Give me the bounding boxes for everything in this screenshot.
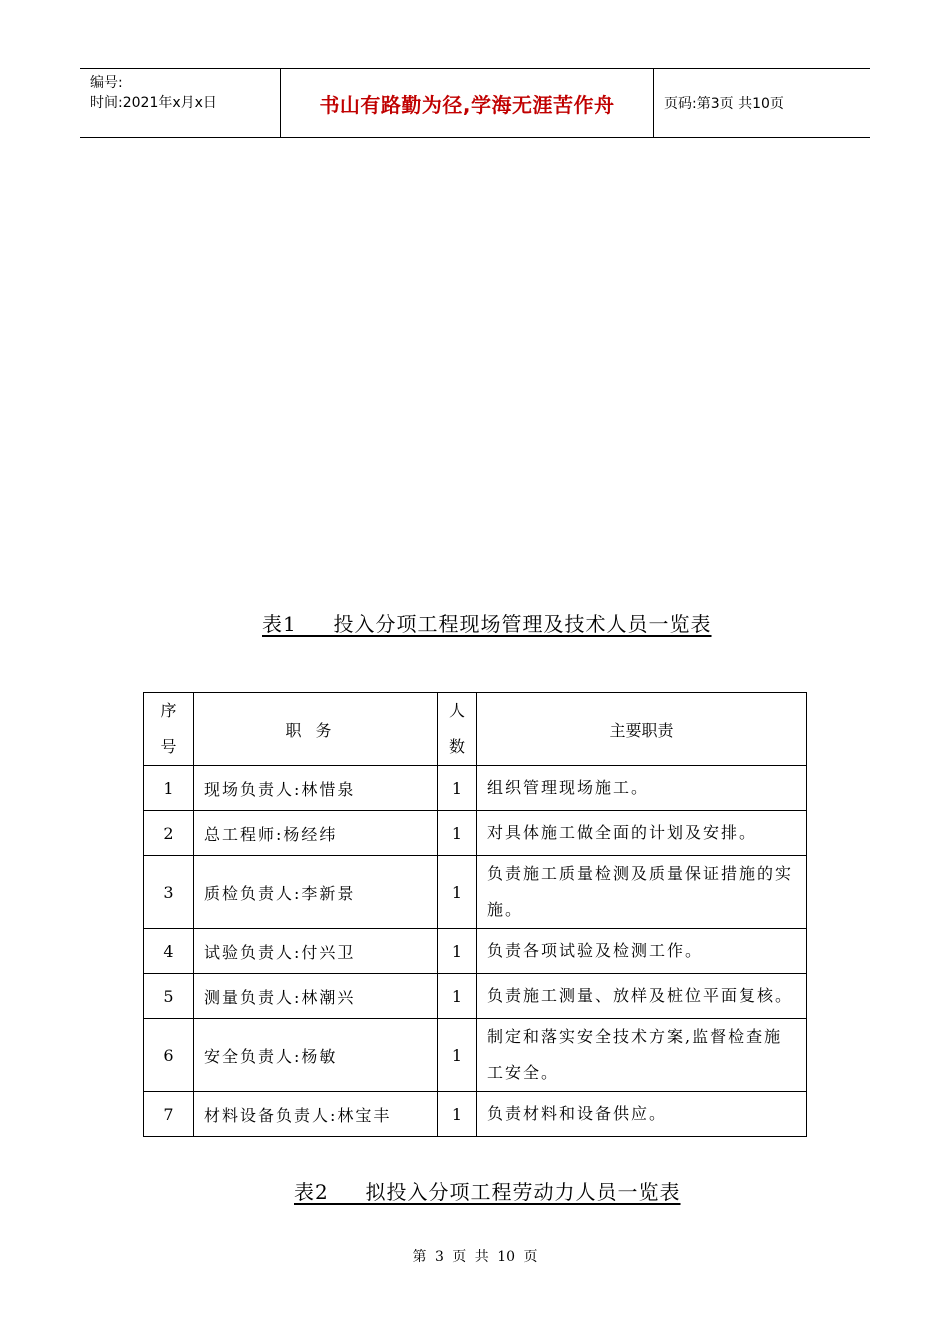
page-header [80, 68, 870, 138]
row-no: 6 [144, 1019, 194, 1092]
table-row [144, 929, 807, 974]
row-role: 质检负责人:李新景 [194, 856, 438, 929]
header-motto: 书山有路勤为径,学海无涯苦作舟 [319, 92, 615, 117]
row-no: 3 [144, 856, 194, 929]
row-role: 总工程师:杨经纬 [194, 811, 438, 856]
table-row [144, 1092, 807, 1137]
table-row [144, 766, 807, 811]
row-count: 1 [438, 1092, 477, 1137]
table1-title: 表1 投入分项工程现场管理及技术人员一览表 [262, 612, 712, 636]
staff-table [143, 692, 807, 1137]
header-count-line2: 数 [448, 737, 465, 756]
header-role: 职务 [194, 693, 438, 766]
time-label: 时间:2021年x月x日 [90, 95, 217, 111]
page-footer: 第 3 页 共 10 页 [412, 1249, 538, 1265]
row-no: 4 [144, 929, 194, 974]
row-count: 1 [438, 811, 477, 856]
row-count: 1 [438, 856, 477, 929]
table-header-row [144, 693, 807, 766]
table-row [144, 856, 807, 929]
row-role: 测量负责人:林潮兴 [194, 974, 438, 1019]
row-role: 材料设备负责人:林宝丰 [194, 1092, 438, 1137]
header-count-line1: 人 [448, 701, 465, 720]
table2-title: 表2 拟投入分项工程劳动力人员一览表 [294, 1180, 681, 1204]
header-duty: 主要职责 [477, 693, 807, 766]
row-count: 1 [438, 929, 477, 974]
row-role: 安全负责人:杨敏 [194, 1019, 438, 1092]
header-page-info: 页码:第3页 共10页 [664, 96, 784, 112]
row-no: 5 [144, 974, 194, 1019]
row-duty: 负责各项试验及检测工作。 [477, 929, 807, 974]
row-no: 7 [144, 1092, 194, 1137]
row-no: 1 [144, 766, 194, 811]
table-row [144, 974, 807, 1019]
row-no: 2 [144, 811, 194, 856]
row-role: 现场负责人:林惜泉 [194, 766, 438, 811]
row-duty: 负责施工测量、放样及桩位平面复核。 [477, 974, 807, 1019]
header-no-line1: 序 [160, 701, 177, 720]
table-row [144, 1019, 807, 1092]
header-no [144, 693, 194, 766]
row-duty: 负责材料和设备供应。 [477, 1092, 807, 1137]
header-motto-cell [281, 69, 654, 137]
number-label: 编号: [90, 75, 123, 91]
header-meta [80, 69, 281, 137]
row-count: 1 [438, 974, 477, 1019]
header-no-line2: 号 [160, 737, 177, 756]
row-duty: 对具体施工做全面的计划及安排。 [477, 811, 807, 856]
table-row [144, 811, 807, 856]
row-role: 试验负责人:付兴卫 [194, 929, 438, 974]
row-count: 1 [438, 766, 477, 811]
header-count [438, 693, 477, 766]
row-duty: 组织管理现场施工。 [477, 766, 807, 811]
row-count: 1 [438, 1019, 477, 1092]
row-duty: 负责施工质量检测及质量保证措施的实施。 [477, 856, 807, 929]
row-duty: 制定和落实安全技术方案,监督检查施工安全。 [477, 1019, 807, 1092]
